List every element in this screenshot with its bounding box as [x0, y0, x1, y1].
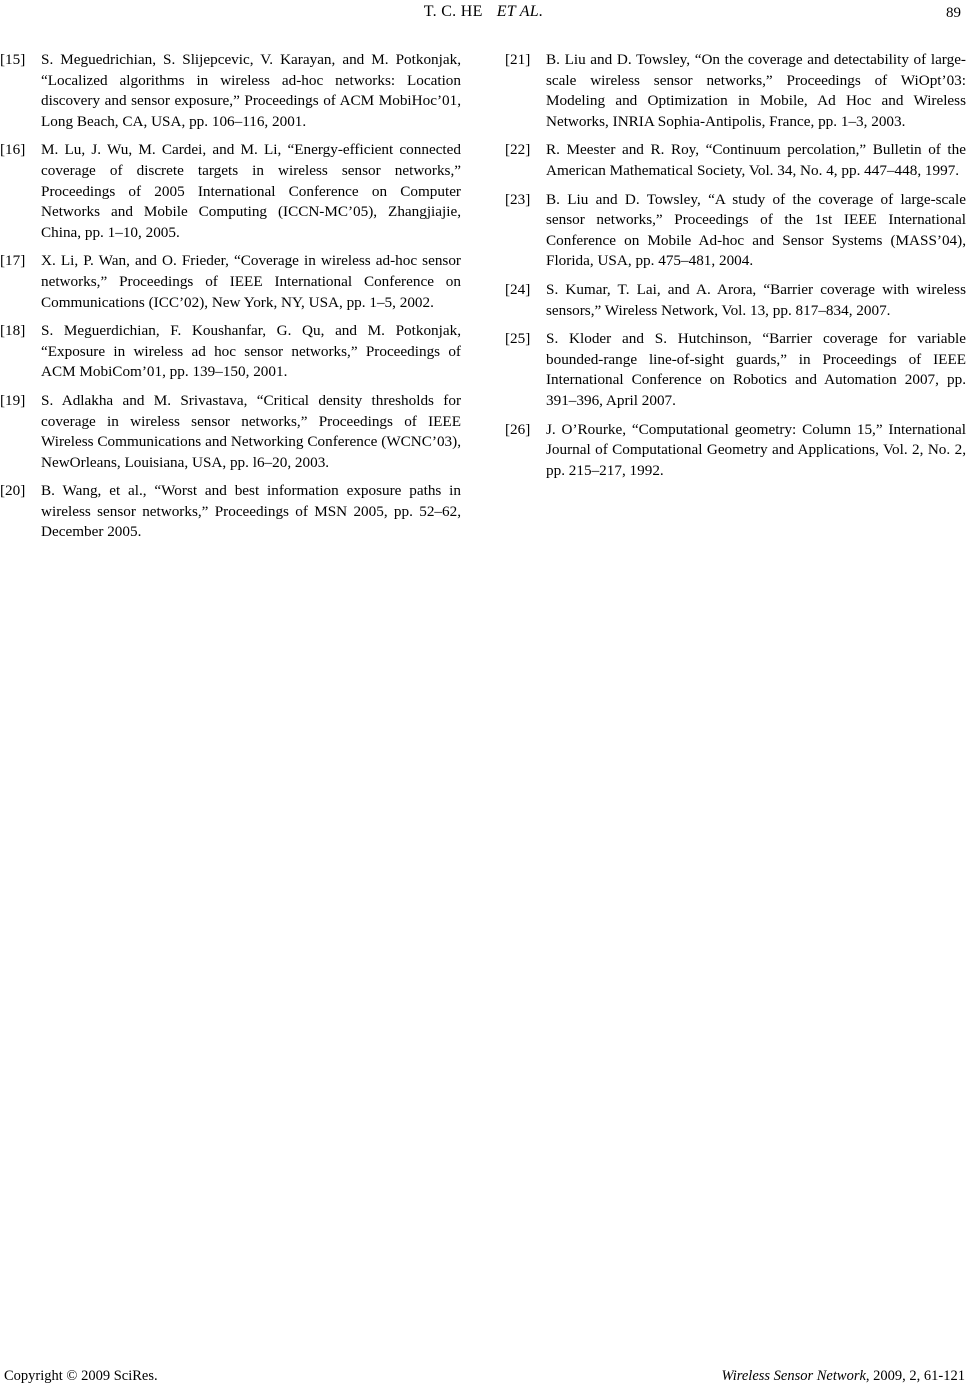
reference-item — [505, 190, 966, 272]
reference-text: S. Meguerdichian, F. Koushanfar, G. Qu, and M. Potkonjak, “Exposure in wireless ad hoc sensor networks,” Proceedings of ACM MobiCom’01, pp. 139–150, 2001. — [41, 322, 461, 381]
reference-number: [15] — [0, 51, 26, 68]
copyright-notice: Copyright © 2009 SciRes. — [4, 1368, 158, 1384]
reference-item — [0, 140, 461, 243]
reference-item — [0, 391, 461, 473]
reference-number: [19] — [0, 391, 26, 409]
reference-item — [505, 280, 966, 321]
reference-number: [22] — [505, 141, 531, 159]
reference-item — [0, 481, 461, 543]
running-head — [0, 3, 967, 21]
reference-item — [505, 140, 966, 181]
reference-text: M. Lu, J. Wu, M. Cardei, and M. Li, “Energy-efficient connected coverage of discrete targets in wireless sensor networks,” Proceedings of 2005 International Conference on Computer Networks and Mobile Computing (ICCN-MC’05), Zhangjiajie, China, pp. 1–10, 2005. — [41, 141, 461, 241]
reference-text: S. Adlakha and M. Srivastava, “Critical density thresholds for coverage in wireless sensor networks,” Proceedings of IEEE Wireless Communications and Networking Conference (WCNC’03), NewOrleans, Louisiana, USA, pp. l6–20, 2003. — [41, 391, 461, 471]
reference-text: B. Liu and D. Towsley, “On the coverage and detectability of large-scale wireless sensor networks,” Proceedings of WiOpt’03: Modeling and Optimization in Mobile, Ad Hoc and Wireless Networks, INRIA Sophia-Antipolis, France, pp. 1–3, 2003. — [546, 51, 966, 130]
reference-item — [0, 251, 461, 313]
journal-citation — [721, 1368, 965, 1385]
reference-text: S. Meguedrichian, S. Slijepcevic, V. Karayan, and M. Potkonjak, “Localized algorithms in wireless ad-hoc networks: Location discovery and sensor exposure,” Proceedings of ACM MobiHoc’01, Long Beach, CA, USA, pp. 106–116, 2001. — [41, 51, 461, 130]
reference-item — [0, 50, 461, 132]
journal-info: , 2009, 2, 61-121 — [865, 1368, 965, 1384]
reference-text: B. Liu and D. Towsley, “A study of the coverage of large-scale sensor networks,” Proceedings of the 1st IEEE International Conference on Mobile Ad-hoc and Sensor Systems (MASS’04), Florida, USA, pp. 475–481, 2004. — [546, 190, 966, 270]
page-number: 89 — [946, 5, 961, 21]
reference-text: B. Wang, et al., “Worst and best information exposure paths in wireless sensor networks,” Proceedings of MSN 2005, pp. 52–62, December 2005. — [41, 482, 461, 541]
references-left-column — [0, 50, 461, 551]
journal-name: Wireless Sensor Network — [721, 1368, 866, 1384]
reference-number: [25] — [505, 330, 531, 348]
reference-text: J. O’Rourke, “Computational geometry: Column 15,” International Journal of Computational Geometry and Applications, Vol. 2, No. 2, pp. 215–217, 1992. — [546, 420, 966, 479]
running-head-et-al: ET AL. — [496, 3, 544, 20]
reference-number: [17] — [0, 252, 26, 270]
reference-number: [23] — [505, 190, 531, 208]
reference-item — [505, 420, 966, 482]
reference-number: [20] — [0, 482, 26, 500]
reference-item — [505, 329, 966, 411]
reference-number: [18] — [0, 322, 26, 340]
running-head-author: T. C. HE — [423, 3, 483, 20]
reference-number: [21] — [505, 51, 531, 68]
reference-text: X. Li, P. Wan, and O. Frieder, “Coverage in wireless ad-hoc sensor networks,” Proceedings of IEEE International Conference on Communications (ICC’02), New York, NY, USA, pp. 1–5, 2002. — [41, 252, 461, 311]
reference-number: [26] — [505, 420, 531, 438]
reference-text: S. Kumar, T. Lai, and A. Arora, “Barrier coverage with wireless sensors,” Wireless Network, Vol. 13, pp. 817–834, 2007. — [546, 280, 966, 319]
reference-text: R. Meester and R. Roy, “Continuum percolation,” Bulletin of the American Mathematical Society, Vol. 34, No. 4, pp. 447–448, 1997. — [546, 141, 966, 179]
reference-text: S. Kloder and S. Hutchinson, “Barrier coverage for variable bounded-range line-of-sight guards,” in Proceedings of IEEE International Conference on Robotics and Automation 2007, pp. 391–396, April 2007. — [546, 330, 966, 409]
reference-number: [24] — [505, 280, 531, 298]
references-right-column — [505, 50, 966, 489]
reference-number: [16] — [0, 141, 26, 159]
reference-item — [505, 50, 966, 132]
page-header — [0, 3, 967, 27]
reference-item — [0, 321, 461, 383]
